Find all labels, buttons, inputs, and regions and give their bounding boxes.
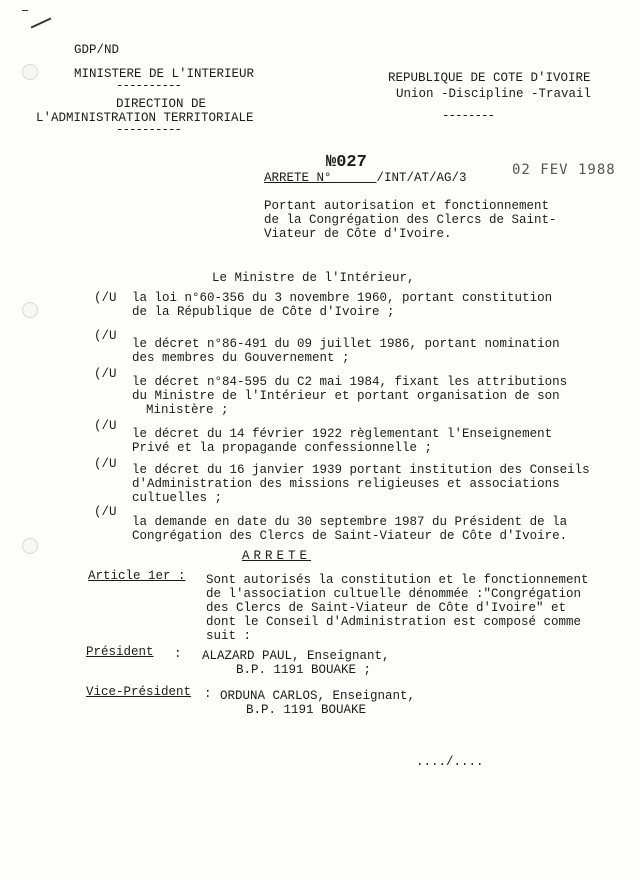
pen-mark [31,17,52,28]
article-line: de l'association cultuelle dénommée :"Congrégation [206,587,582,601]
separator: ---------- [116,123,182,137]
direction-line2: L'ADMINISTRATION TERRITORIALE [36,111,254,125]
article-line: des Clercs de Saint-Viateur de Côte d'Ivoire" et [206,601,567,615]
visa-line: le décret du 16 janvier 1939 portant institution des Conseils [132,463,590,477]
article-label: Article 1er : [88,569,186,583]
visa-line: le décret n°84-595 du C2 mai 1984, fixant les attributions [132,375,568,389]
visa-line: la demande en date du 30 septembre 1987 du Président de la [132,515,568,529]
object-line: Portant autorisation et fonctionnement [264,199,550,213]
member-separator: : [174,647,182,661]
visa-line: Ministère ; [146,403,229,417]
date-stamp: 02 FEV 1988 [512,162,616,178]
member-name: ALAZARD PAUL, Enseignant, [202,649,390,663]
visa-line: d'Administration des missions religieuses et associations [132,477,560,491]
member-role: Vice-Président [86,685,192,699]
visa-line: le décret n°86-491 du 09 juillet 1986, portant nomination [132,337,560,351]
visa-line: Privé et la propagande confessionnelle ; [132,441,433,455]
member-role: Président [86,645,154,659]
ministry-name: MINISTERE DE L'INTERIEUR [74,67,255,81]
pen-mark [22,10,28,11]
visa-line: la loi n°60-356 du 3 novembre 1960, portant constitution [132,291,553,305]
direction-line1: DIRECTION DE [116,97,207,111]
member-name: ORDUNA CARLOS, Enseignant, [220,689,416,703]
punch-hole [22,538,38,554]
arrete-number-stamp: №027 [326,153,367,172]
punch-hole [22,302,38,318]
member-address: B.P. 1191 BOUAKE [246,703,367,717]
visa-line: du Ministre de l'Intérieur et portant organisation de son [132,389,560,403]
article-line: Sont autorisés la constitution et le fonctionnement [206,573,589,587]
visa-marker: (/U [94,505,117,519]
continuation-mark: ..../.... [416,755,484,769]
punch-hole [22,64,38,80]
article-line: suit : [206,629,252,643]
visa-marker: (/U [94,367,117,381]
national-motto: Union -Discipline -Travail [396,87,592,101]
visa-marker: (/U [94,457,117,471]
object-line: de la Congrégation des Clercs de Saint- [264,213,557,227]
separator: ---------- [116,79,182,93]
article-line: dont le Conseil d'Administration est composé comme [206,615,582,629]
visa-line: cultuelles ; [132,491,223,505]
arrete-number-label: ARRETE N°______/INT/AT/AG/3 [264,171,467,185]
visa-marker: (/U [94,329,117,343]
arrete-heading: ARRETE [242,549,312,563]
visa-line: des membres du Gouvernement ; [132,351,350,365]
object-line: Viateur de Côte d'Ivoire. [264,227,452,241]
member-separator: : [204,687,212,701]
republic-name: REPUBLIQUE DE COTE D'IVOIRE [388,71,591,85]
minister-heading: Le Ministre de l'Intérieur, [212,271,415,285]
visa-line: le décret du 14 février 1922 règlementant l'Enseignement [132,427,553,441]
separator: -------- [442,109,495,123]
member-address: B.P. 1191 BOUAKE ; [236,663,372,677]
visa-line: Congrégation des Clercs de Saint-Viateur de Côte d'Ivoire. [132,529,568,543]
visa-line: de la République de Côte d'Ivoire ; [132,305,395,319]
reference-code: GDP/ND [74,43,120,57]
visa-marker: (/U [94,419,117,433]
visa-marker: (/U [94,291,117,305]
